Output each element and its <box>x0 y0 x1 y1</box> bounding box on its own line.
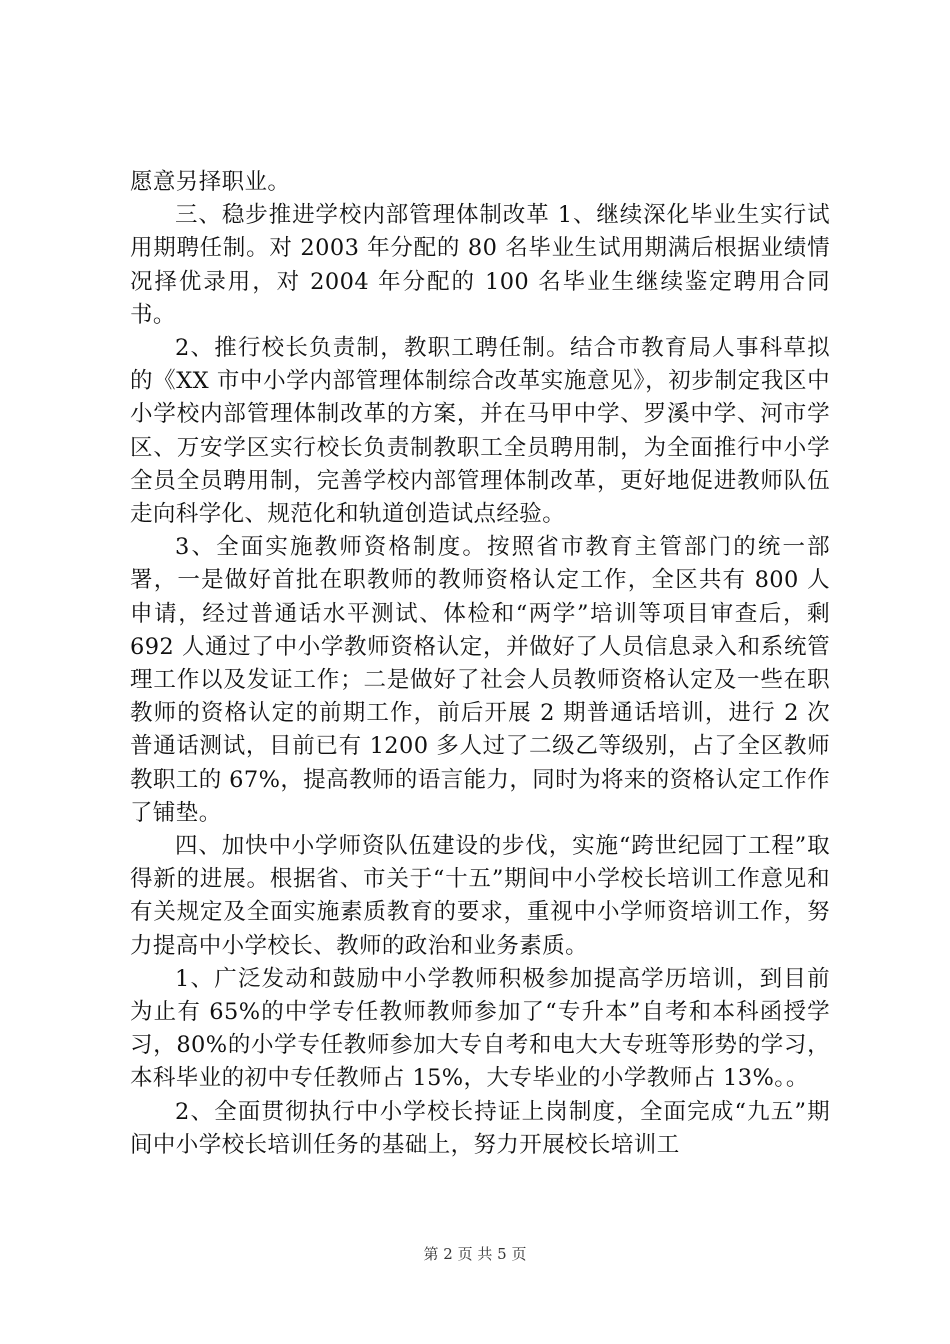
paragraph-item-2-principal-responsibility: 2、推行校长负责制，教职工聘任制。结合市教育局人事科草拟的《XX 市中小学内部管理体制综合改革实施意见》，初步制定我区中小学校内部管理体制改革的方案，并在马甲中学、罗溪中学、河市学区、万安学区实行校长负责制教职工全员聘用制，为全面推行中小学全员全员聘用制，完善学校内部管理体制改革，更好地促进教师队伍走向科学化、规范化和轨道创造试点经验。 <box>130 335 830 528</box>
paragraph-continuation: 愿意另择职业。 <box>130 169 291 195</box>
paragraph-section-three: 三、稳步推进学校内部管理体制改革 1、继续深化毕业生实行试用期聘任制。对 2003 年分配的 80 名毕业生试用期满后根据业绩情况择优录用，对 2004 年分配的 100 名毕业生继续鉴定聘用合同书。 <box>130 202 830 328</box>
document-body <box>130 166 830 1162</box>
page-number-label: 第 2 页 共 5 页 <box>423 1245 527 1263</box>
paragraph-section-four: 四、加快中小学师资队伍建设的步伐，实施“跨世纪园丁工程”取得新的进展。根据省、市关于“十五”期间中小学校长培训工作意见和有关规定及全面实施素质教育的要求，重视中小学师资培训工作，努力提高中小学校长、教师的政治和业务素质。 <box>130 833 830 959</box>
paragraph-item-2-principal-certification: 2、全面贯彻执行中小学校长持证上岗制度，全面完成“九五”期间中小学校长培训任务的基础上，努力开展校长培训工 <box>130 1098 830 1158</box>
paragraph-item-3-teacher-qualification: 3、全面实施教师资格制度。按照省市教育主管部门的统一部署，一是做好首批在职教师的教师资格认定工作，全区共有 800 人申请，经过普通话水平测试、体检和“两学”培训等项目审查后，剩 692 人通过了中小学教师资格认定，并做好了人员信息录入和系统管理工作以及发证工作；二是做好了社会人员教师资格认定及一些在职教师的资格认定的前期工作，前后开展 2 期普通话培训，进行 2 次普通话测试，目前已有 1200 多人过了二级乙等级别，占了全区教师教职工的 67%，提高教师的语言能力，同时为将来的资格认定工作作了铺垫。 <box>130 534 830 826</box>
paragraph-item-1-degree-training: 1、广泛发动和鼓励中小学教师积极参加提高学历培训，到目前为止有 65%的中学专任教师教师参加了“专升本”自考和本科函授学习，80%的小学专任教师参加大专自考和电大大专班等形势的学习，本科毕业的初中专任教师占 15%，大专毕业的小学教师占 13%。。 <box>130 965 830 1092</box>
page-footer <box>0 1243 950 1264</box>
